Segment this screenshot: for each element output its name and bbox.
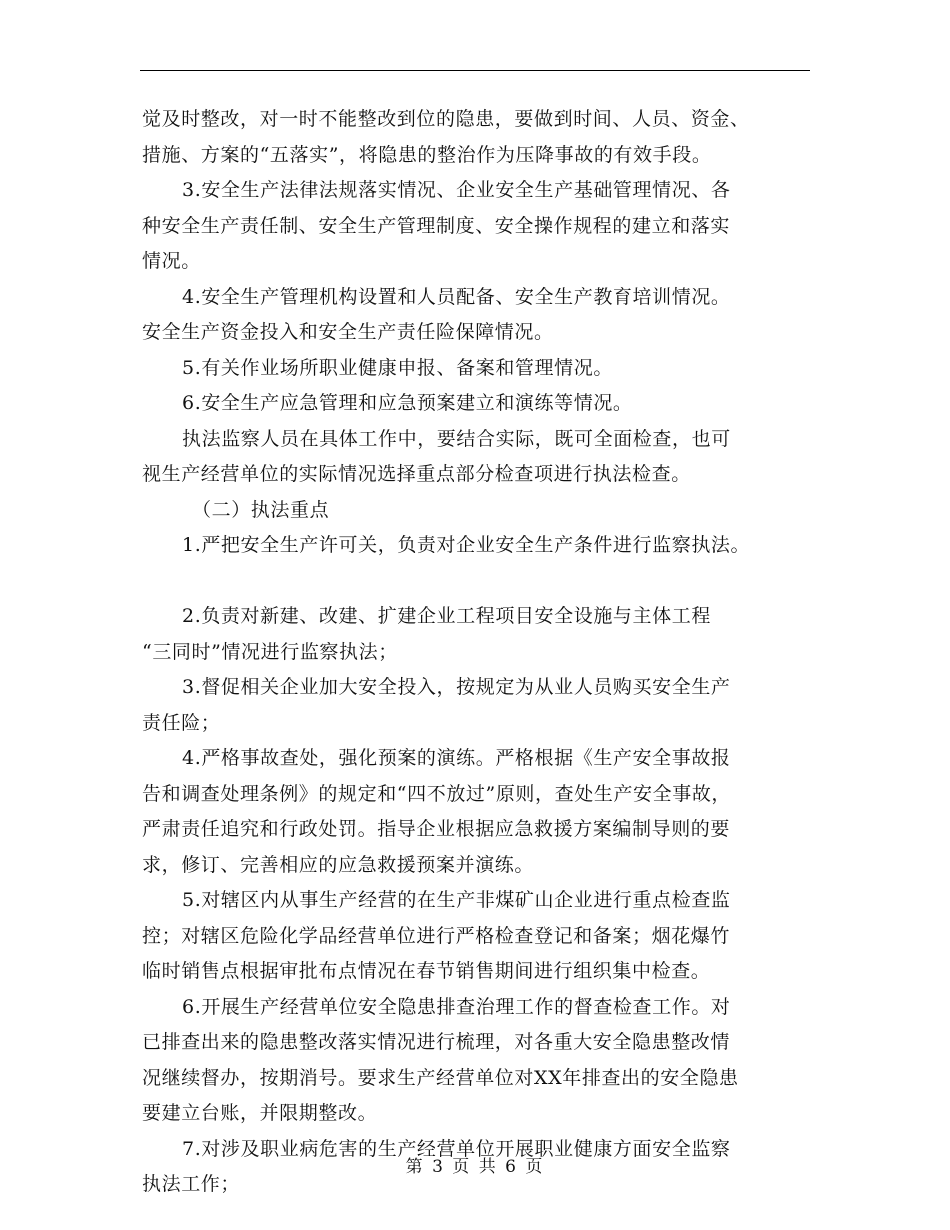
text-line: 情况。 bbox=[142, 250, 201, 272]
text-line: 觉及时整改，对一时不能整改到位的隐患，要做到时间、人员、资金、 bbox=[142, 108, 750, 130]
text-line: 3.督促相关企业加大安全投入，按规定为从业人员购买安全生产 bbox=[182, 676, 731, 698]
section-heading: （二）执法重点 bbox=[192, 498, 330, 521]
text-line: 控；对辖区危险化学品经营单位进行严格检查登记和备案；烟花爆竹 bbox=[142, 924, 731, 947]
text-line: 责任险； bbox=[142, 711, 221, 734]
text-line: 1.严把安全生产许可关，负责对企业安全生产条件进行监察执法。 bbox=[182, 534, 751, 556]
header-rule bbox=[140, 70, 810, 71]
text-line: 4.安全生产管理机构设置和人员配备、安全生产教育培训情况。 bbox=[182, 285, 731, 308]
text-line: 6.开展生产经营单位安全隐患排查治理工作的督查检查工作。对 bbox=[182, 995, 731, 1018]
text-line: 5.有关作业场所职业健康申报、备案和管理情况。 bbox=[182, 356, 613, 379]
text-line: 况继续督办，按期消号。要求生产经营单位对XX年排查出的安全隐患 bbox=[142, 1066, 739, 1089]
text-line: 6.安全生产应急管理和应急预案建立和演练等情况。 bbox=[182, 392, 633, 414]
text-line: 已排查出来的隐患整改落实情况进行梳理，对各重大安全隐患整改情 bbox=[142, 1031, 731, 1053]
text-line: 告和调查处理条例》的规定和“四不放过”原则，查处生产安全事故， bbox=[142, 782, 732, 805]
text-line: 4.严格事故查处，强化预案的演练。严格根据《生产安全事故报 bbox=[182, 747, 731, 769]
text-line: 3.安全生产法律法规落实情况、企业安全生产基础管理情况、各 bbox=[182, 179, 731, 201]
text-line: “三同时”情况进行监察执法； bbox=[142, 640, 398, 663]
blank-line bbox=[142, 564, 812, 600]
text-line: 措施、方案的“五落实”，将隐患的整治作为压降事故的有效手段。 bbox=[142, 143, 712, 166]
text-line: 视生产经营单位的实际情况选择重点部分检查项进行执法检查。 bbox=[142, 463, 691, 485]
text-line: 种安全生产责任制、安全生产管理制度、安全操作规程的建立和落实 bbox=[142, 214, 731, 237]
text-line: 严肃责任追究和行政处罚。指导企业根据应急救援方案编制导则的要 bbox=[142, 818, 731, 840]
text-line: 执法监察人员在具体工作中，要结合实际，既可全面检查，也可 bbox=[182, 427, 731, 450]
text-line: 求，修订、完善相应的应急救援预案并演练。 bbox=[142, 853, 535, 876]
text-line: 要建立台账，并限期整改。 bbox=[142, 1102, 378, 1124]
text-line: 临时销售点根据审批布点情况在春节销售期间进行组织集中检查。 bbox=[142, 960, 711, 982]
text-line: 执法工作； bbox=[142, 1173, 241, 1195]
page-footer: 第 3 页 共 6 页 bbox=[405, 1157, 545, 1177]
text-line: 安全生产资金投入和安全生产责任险保障情况。 bbox=[142, 321, 554, 343]
document-body bbox=[142, 102, 812, 1203]
text-line: 2.负责对新建、改建、扩建企业工程项目安全设施与主体工程 bbox=[182, 605, 711, 627]
text-line: 7.对涉及职业病危害的生产经营单位开展职业健康方面安全监察 bbox=[182, 1137, 731, 1160]
text-line: 5.对辖区内从事生产经营的在生产非煤矿山企业进行重点检查监 bbox=[182, 889, 731, 911]
